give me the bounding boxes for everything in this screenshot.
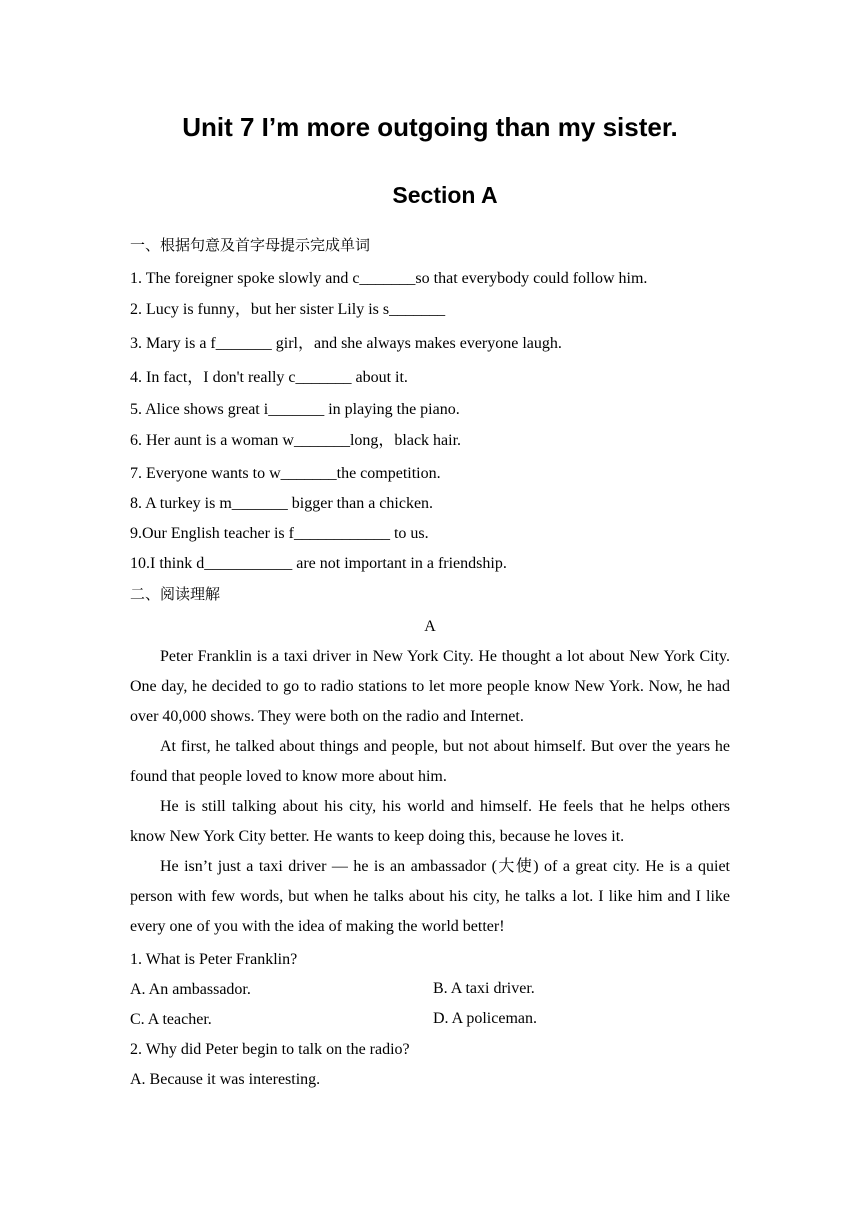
part1-heading: 一、根据句意及首字母提示完成单词 <box>130 236 371 254</box>
exercise-item-8: 8. A turkey is m_______ bigger than a chicken. <box>130 495 434 512</box>
exercise-item-6: 6. Her aunt is a woman w_______long，black hair. <box>130 432 462 449</box>
exercise-item-4: 4. In fact，I don't really c_______ about it. <box>130 369 408 386</box>
question-2-stem: 2. Why did Peter begin to talk on the radio? <box>130 1041 410 1058</box>
exercise-item-10: 10.I think d___________ are not important in a friendship. <box>130 555 507 572</box>
passage-label: A <box>424 618 436 635</box>
passage-paragraph: At first, he talked about things and people, but not about himself. But over the years he found that people loved to know more about him. <box>130 738 730 785</box>
passage-paragraph: He isn’t just a taxi driver — he is an ambassador (大使) of a great city. He is a quiet person with few words, but when he talks about his city, he talks a lot. I like him and I like every one of you with the idea of making the world better! <box>130 858 730 935</box>
question-1-stem: 1. What is Peter Franklin? <box>130 951 298 968</box>
exercise-item-2: 2. Lucy is funny，but her sister Lily is s_______ <box>130 301 446 318</box>
question-1-option-b: B. A taxi driver. <box>433 980 535 997</box>
exercise-item-9: 9.Our English teacher is f____________ to us. <box>130 525 429 542</box>
exercise-item-1: 1. The foreigner spoke slowly and c_______so that everybody could follow him. <box>130 270 648 287</box>
exercise-item-5: 5. Alice shows great i_______ in playing the piano. <box>130 401 460 418</box>
section-title: Section A <box>392 182 498 208</box>
question-1-option-a: A. An ambassador. <box>130 981 251 998</box>
passage-paragraph: Peter Franklin is a taxi driver in New York City. He thought a lot about New York City. One day, he decided to go to radio stations to let more people know New York. Now, he had over 40,000 shows. They were both on the radio and Internet. <box>130 648 730 725</box>
exercise-item-7: 7. Everyone wants to w_______the competition. <box>130 465 441 482</box>
question-1-option-c: C. A teacher. <box>130 1011 212 1028</box>
exercise-item-3: 3. Mary is a f_______ girl，and she always makes everyone laugh. <box>130 335 562 352</box>
unit-title: Unit 7 I’m more outgoing than my sister. <box>182 112 678 142</box>
question-2-option-a: A. Because it was interesting. <box>130 1071 321 1088</box>
question-1-option-d: D. A policeman. <box>433 1010 537 1027</box>
part2-heading: 二、阅读理解 <box>130 585 221 603</box>
passage-paragraph: He is still talking about his city, his world and himself. He feels that he helps others know New York City better. He wants to keep doing this, because he loves it. <box>130 798 730 845</box>
reading-passage <box>130 642 730 942</box>
